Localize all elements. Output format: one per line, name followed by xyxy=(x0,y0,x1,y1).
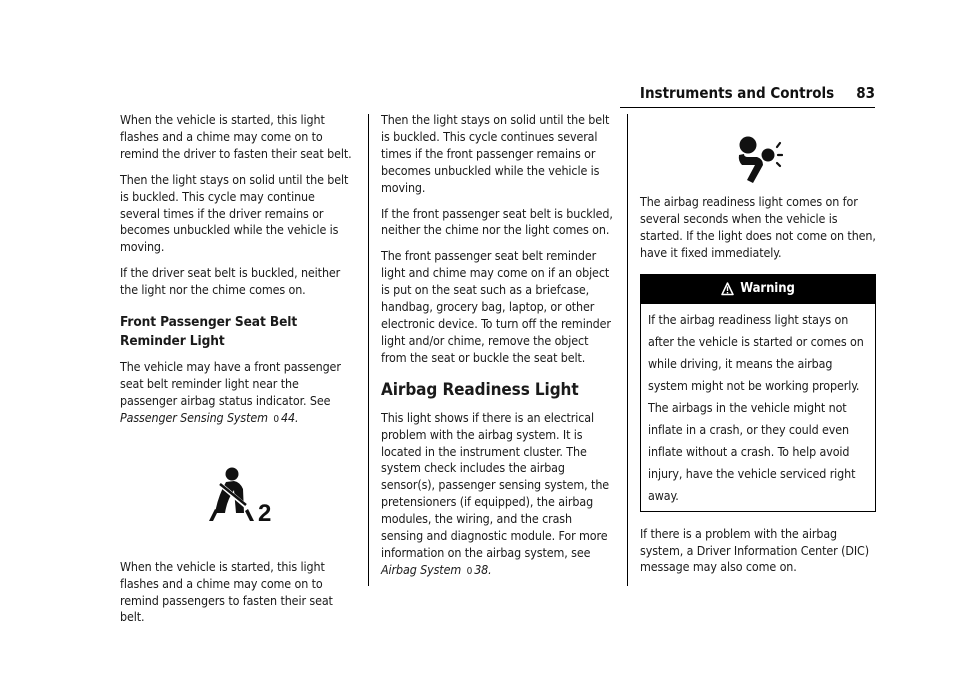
airbag-readiness-icon xyxy=(733,135,783,185)
paragraph: Then the light stays on solid until the belt is buckled. This cycle may continue several times if the driver remains or becomes unbuckled while the vehicle is moving. xyxy=(120,171,349,255)
warning-text: If the airbag readiness light stays on after the vehicle is started or comes on while driving, it means the airbag system might not be working properly. The airbags in the vehicle might not inflate in a crash, or they could even inflate without a crash. To help avoid injury, have the vehicle serviced right away. xyxy=(648,311,864,503)
warning-icon xyxy=(721,282,734,296)
paragraph: When the vehicle is started, this light flashes and a chime may come on to remind passengers to fasten their seat belt. xyxy=(120,558,333,625)
airbag-icon-container xyxy=(640,112,876,185)
cross-reference-page[interactable]: 38. xyxy=(474,561,492,577)
paragraph: If there is a problem with the airbag system, a Driver Information Center (DIC) message may also come on. xyxy=(640,525,869,575)
page-number: 83 xyxy=(856,84,875,102)
paragraph: Then the light stays on solid until the belt is buckled. This cycle continues several times if the front passenger remains or becomes unbuckled while the vehicle is moving. xyxy=(381,112,610,195)
column-1 xyxy=(120,112,358,635)
seat-belt-reminder-icon xyxy=(206,466,272,522)
paragraph: If the front passenger seat belt is buckled, neither the chime nor the light comes on. xyxy=(381,205,613,238)
page-header xyxy=(620,84,875,108)
warning-title: Warning xyxy=(740,280,795,296)
paragraph: The airbag readiness light comes on for several seconds when the vehicle is started. If the light does not come on then, have it fixed immediately. xyxy=(640,194,876,260)
warning-header xyxy=(641,275,875,304)
paragraph: The front passenger seat belt reminder light and chime may come on if an object is put on the seat such as a briefcase, handbag, grocery bag, laptop, or other electronic device. To turn off the reminder light and/or chime, remove the object from the seat or buckle the seat belt. xyxy=(381,248,611,365)
paragraph xyxy=(120,359,358,429)
section-heading: Front Passenger Seat Belt Reminder Light xyxy=(120,314,298,350)
paragraph-text: The vehicle may have a front passenger seat belt reminder light near the passenger airbag status indicator. See xyxy=(120,359,341,408)
section-title: Instruments and Controls xyxy=(639,84,835,102)
cross-reference-link[interactable]: Passenger Sensing System xyxy=(120,409,268,425)
paragraph xyxy=(381,410,617,581)
warning-box xyxy=(640,274,876,512)
passenger-number-label: 2 xyxy=(258,499,272,522)
seat-belt-icon-container xyxy=(120,438,358,550)
section-heading: Airbag Readiness Light xyxy=(381,379,579,400)
page-ref-arrow-icon: 0 xyxy=(466,565,473,577)
cross-reference-page[interactable]: 44. xyxy=(281,409,299,425)
paragraph: When the vehicle is started, this light flashes and a chime may come on to remind the driver to fasten their seat belt. xyxy=(120,112,352,161)
cross-reference-link[interactable]: Airbag System xyxy=(381,561,462,577)
column-3 xyxy=(640,112,876,585)
header-rule xyxy=(620,107,875,108)
column-2 xyxy=(381,112,617,590)
column-divider-1 xyxy=(368,114,369,586)
page-ref-arrow-icon: 0 xyxy=(273,413,279,425)
paragraph-text: This light shows if there is an electrical problem with the airbag system. It is located in the instrument cluster. The system check includes the airbag sensor(s), passenger sensing system, the pretensioners (if equipped), the airbag modules, the wiring, and the crash sensing and diagnostic module. For more information on the airbag system, see xyxy=(381,409,610,560)
paragraph: If the driver seat belt is buckled, neither the light nor the chime comes on. xyxy=(120,265,341,298)
column-divider-2 xyxy=(627,114,628,586)
